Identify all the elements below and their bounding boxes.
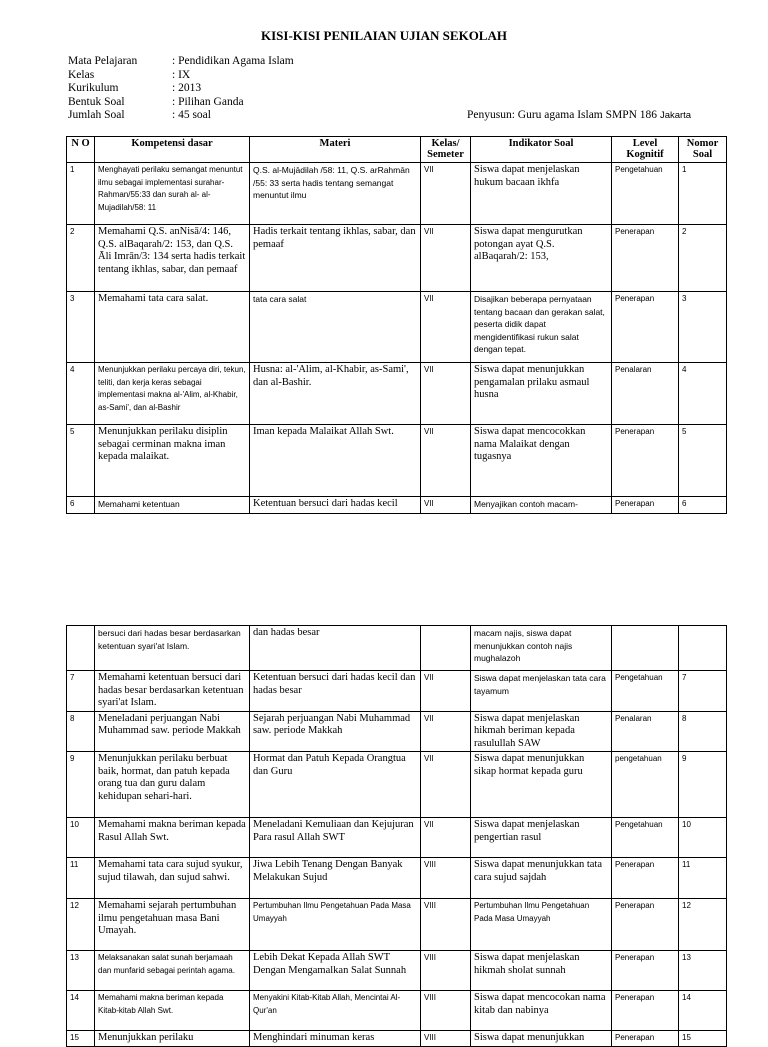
table-row [67,626,727,671]
table-row [67,818,727,858]
cell-no: 2 [67,225,95,292]
cell-kompetensi: Menunjukkan perilaku disiplin sebagai cerminan makna iman kepada malaikat. [95,425,250,497]
table-row [67,858,727,899]
cell-no: 14 [67,991,95,1031]
cell-no [67,626,95,671]
cell-nomor: 14 [679,991,727,1031]
header-materi: Materi [250,137,421,163]
cell-kelas: VII [421,818,471,858]
cell-kelas: VII [421,711,471,752]
cell-materi: Hormat dan Patuh Kepada Orangtua dan Guru [250,752,421,818]
cell-nomor: 9 [679,752,727,818]
table-row [67,951,727,991]
cell-kompetensi: Memahami tata cara sujud syukur, sujud tilawah, dan sujud sahwi. [95,858,250,899]
header-no: N O [67,137,95,163]
cell-kelas: VII [421,225,471,292]
table-header-row [67,137,727,163]
cell-indikator: Siswa dapat mencocokan nama kitab dan nabinya [471,991,612,1031]
meta-value: : Pilihan Ganda [172,95,244,108]
meta-value: : 45 soal [172,109,211,121]
cell-level: Penerapan [612,858,679,899]
cell-materi: Husna: al-'Alim, al-Khabir, as-Sami', dan al-Bashir. [250,363,421,425]
cell-materi: Ketentuan bersuci dari hadas kecil [250,497,421,514]
cell-indikator: Siswa dapat menunjukkan tata cara sujud sajdah [471,858,612,899]
cell-nomor: 8 [679,711,727,752]
cell-nomor: 2 [679,225,727,292]
cell-nomor: 5 [679,425,727,497]
cell-kompetensi: Meneladani perjuangan Nabi Muhammad saw. periode Makkah [95,711,250,752]
cell-level: Penerapan [612,225,679,292]
cell-kompetensi: bersuci dari hadas besar berdasarkan ketentuan syari'at Islam. [95,626,250,671]
cell-kompetensi: Melaksanakan salat sunah berjamaah dan munfarid sebagai perintah agama. [95,951,250,991]
cell-indikator: Siswa dapat menjelaskan hikmah sholat sunnah [471,951,612,991]
cell-kelas: VIII [421,951,471,991]
cell-level: Penerapan [612,951,679,991]
cell-indikator: Siswa dapat mengurutkan potongan ayat Q.S. alBaqarah/2: 153, [471,225,612,292]
meta-value: : IX [172,68,191,81]
cell-indikator: Menyajikan contoh macam- [471,497,612,514]
cell-indikator: Disajikan beberapa pernyataan tentang bacaan dan gerakan salat, peserta didik dapat mengidentifikasi rukun salat dengan tepat. [471,292,612,363]
cell-level: Penerapan [612,497,679,514]
cell-level: pengetahuan [612,752,679,818]
cell-nomor: 15 [679,1031,727,1047]
cell-no: 10 [67,818,95,858]
table-row [67,671,727,712]
cell-level: Pengetahuan [612,671,679,712]
table-row [67,1031,727,1047]
cell-kelas: VII [421,752,471,818]
cell-indikator: Siswa dapat menjelaskan hukum bacaan ikhfa [471,163,612,225]
meta-key: Jumlah Soal [68,109,125,121]
cell-kelas: VII [421,292,471,363]
cell-nomor: 4 [679,363,727,425]
cell-level: Penerapan [612,425,679,497]
cell-indikator: Siswa dapat mencocokkan nama Malaikat dengan tugasnya [471,425,612,497]
header-level: Level Kognitif [612,137,679,163]
cell-no: 9 [67,752,95,818]
table-row [67,292,727,363]
cell-kelas: VII [421,497,471,514]
meta-block [68,55,294,123]
cell-kompetensi: Menghayati perilaku semangat menuntut ilmu sebagai implementasi surahar-Rahman/55:33 dan surah al- al-Mujadilah/58: 11 [95,163,250,225]
table-row [67,163,727,225]
cell-level: Penerapan [612,1031,679,1047]
cell-materi: Iman kepada Malaikat Allah Swt. [250,425,421,497]
cell-kelas: VII [421,425,471,497]
cell-no: 5 [67,425,95,497]
meta-row [68,96,294,110]
cell-materi: Lebih Dekat Kepada Allah SWT Dengan Mengamalkan Salat Sunnah [250,951,421,991]
cell-kelas: VIII [421,1031,471,1047]
document-title: KISI-KISI PENILAIAN UJIAN SEKOLAH [261,28,507,43]
meta-key: Bentuk Soal [68,95,125,108]
cell-level: Pengetahuan [612,163,679,225]
table-row [67,363,727,425]
cell-kompetensi: Memahami tata cara salat. [95,292,250,363]
cell-nomor: 10 [679,818,727,858]
header-kelas: Kelas/ Semeter [421,137,471,163]
cell-indikator: Pertumbuhan Ilmu Pengetahuan Pada Masa Umayyah [471,899,612,951]
cell-no: 11 [67,858,95,899]
cell-no: 8 [67,711,95,752]
cell-nomor: 1 [679,163,727,225]
cell-level [612,626,679,671]
cell-level: Penalaran [612,363,679,425]
grid-table-part-2 [66,625,727,1047]
cell-no: 3 [67,292,95,363]
cell-kelas: VIII [421,991,471,1031]
header-nomor: Nomor Soal [679,137,727,163]
header-indikator: Indikator Soal [471,137,612,163]
meta-value: : 2013 [172,82,202,94]
cell-indikator: Siswa dapat menunjukkan sikap hormat kepada guru [471,752,612,818]
grid-table-part-1 [66,136,727,514]
cell-materi: tata cara salat [250,292,421,363]
cell-kelas: VIII [421,858,471,899]
cell-materi: Hadis terkait tentang ikhlas, sabar, dan pemaaf [250,225,421,292]
cell-materi: Sejarah perjuangan Nabi Muhammad saw. periode Makkah [250,711,421,752]
cell-nomor: 7 [679,671,727,712]
cell-indikator: Siswa dapat menjelaskan pengertian rasul [471,818,612,858]
meta-row [68,109,294,123]
table-row [67,711,727,752]
cell-materi: Menghindari minuman keras [250,1031,421,1047]
cell-indikator: macam najis, siswa dapat menunjukkan contoh najis mughalazoh [471,626,612,671]
cell-kompetensi: Memahami sejarah pertumbuhan ilmu pengetahuan masa Bani Umayah. [95,899,250,951]
meta-key: Kurikulum [68,82,119,94]
cell-nomor [679,626,727,671]
cell-kompetensi: Memahami makna beriman kepada Rasul Allah Swt. [95,818,250,858]
cell-level: Penerapan [612,292,679,363]
cell-kompetensi: Menunjukkan perilaku berbuat baik, hormat, dan patuh kepada orang tua dan guru dalam kehidupan sehari-hari. [95,752,250,818]
author-line [467,109,691,121]
cell-no: 12 [67,899,95,951]
cell-nomor: 3 [679,292,727,363]
cell-indikator: Siswa dapat menjelaskan tata cara tayamum [471,671,612,712]
cell-materi: Pertumbuhan Ilmu Pengetahuan Pada Masa Umayyah [250,899,421,951]
cell-materi: Ketentuan bersuci dari hadas kecil dan hadas besar [250,671,421,712]
cell-kompetensi: Memahami Q.S. anNisā/4: 146, Q.S. alBaqarah/2: 153, dan Q.S. Āli Imrān/3: 134 serta hadis terkait tentang ikhlas, sabar, dan pemaaf [95,225,250,292]
cell-indikator: Siswa dapat menunjukkan pengamalan prilaku asmaul husna [471,363,612,425]
cell-kompetensi: Memahami ketentuan [95,497,250,514]
cell-materi: Q.S. al-Mujādilah /58: 11, Q.S. arRahmān /55: 33 serta hadis tentang semangat menuntut ilmu [250,163,421,225]
cell-nomor: 13 [679,951,727,991]
cell-no: 6 [67,497,95,514]
cell-no: 15 [67,1031,95,1047]
cell-level: Penalaran [612,711,679,752]
table-row [67,225,727,292]
table-row [67,752,727,818]
meta-row [68,82,294,96]
cell-level: Penerapan [612,991,679,1031]
cell-indikator: Siswa dapat menunjukkan [471,1031,612,1047]
cell-nomor: 11 [679,858,727,899]
author-text: Penyusun: Guru agama Islam SMPN 186 [467,109,658,121]
cell-indikator: Siswa dapat menjelaskan hikmah beriman kepada rasulullah SAW [471,711,612,752]
cell-kelas: VII [421,671,471,712]
cell-kompetensi: Memahami makna beriman kepada Kitab-kitab Allah Swt. [95,991,250,1031]
cell-materi: dan hadas besar [250,626,421,671]
meta-value: : Pendidikan Agama Islam [172,55,294,67]
cell-kelas: VII [421,163,471,225]
cell-kompetensi: Menunjukkan perilaku [95,1031,250,1047]
cell-kelas: VII [421,363,471,425]
table-row [67,497,727,514]
cell-no: 13 [67,951,95,991]
cell-level: Pengetahuan [612,818,679,858]
table-row [67,425,727,497]
meta-key: Kelas [68,68,95,81]
header-kompetensi: Kompetensi dasar [95,137,250,163]
cell-kelas: VIII [421,899,471,951]
cell-materi: Jiwa Lebih Tenang Dengan Banyak Melakukan Sujud [250,858,421,899]
cell-kompetensi: Menunjukkan perilaku percaya diri, tekun, teliti, dan kerja keras sebagai implementasi makna al-'Alim, al-Khabir, as-Sami', dan al-Bashir [95,363,250,425]
cell-nomor: 6 [679,497,727,514]
cell-kelas [421,626,471,671]
cell-materi: Meneladani Kemuliaan dan Kejujuran Para rasul Allah SWT [250,818,421,858]
meta-key: Mata Pelajaran [68,55,138,67]
table-row [67,899,727,951]
cell-no: 7 [67,671,95,712]
cell-no: 4 [67,363,95,425]
cell-materi: Menyakini Kitab-Kitab Allah, Mencintai Al-Qur'an [250,991,421,1031]
cell-level: Penerapan [612,899,679,951]
cell-kompetensi: Memahami ketentuan bersuci dari hadas besar berdasarkan ketentuan syari'at Islam. [95,671,250,712]
table-row [67,991,727,1031]
meta-row [68,55,294,69]
meta-row [68,69,294,83]
cell-no: 1 [67,163,95,225]
author-city: Jakarta [659,110,692,121]
cell-nomor: 12 [679,899,727,951]
